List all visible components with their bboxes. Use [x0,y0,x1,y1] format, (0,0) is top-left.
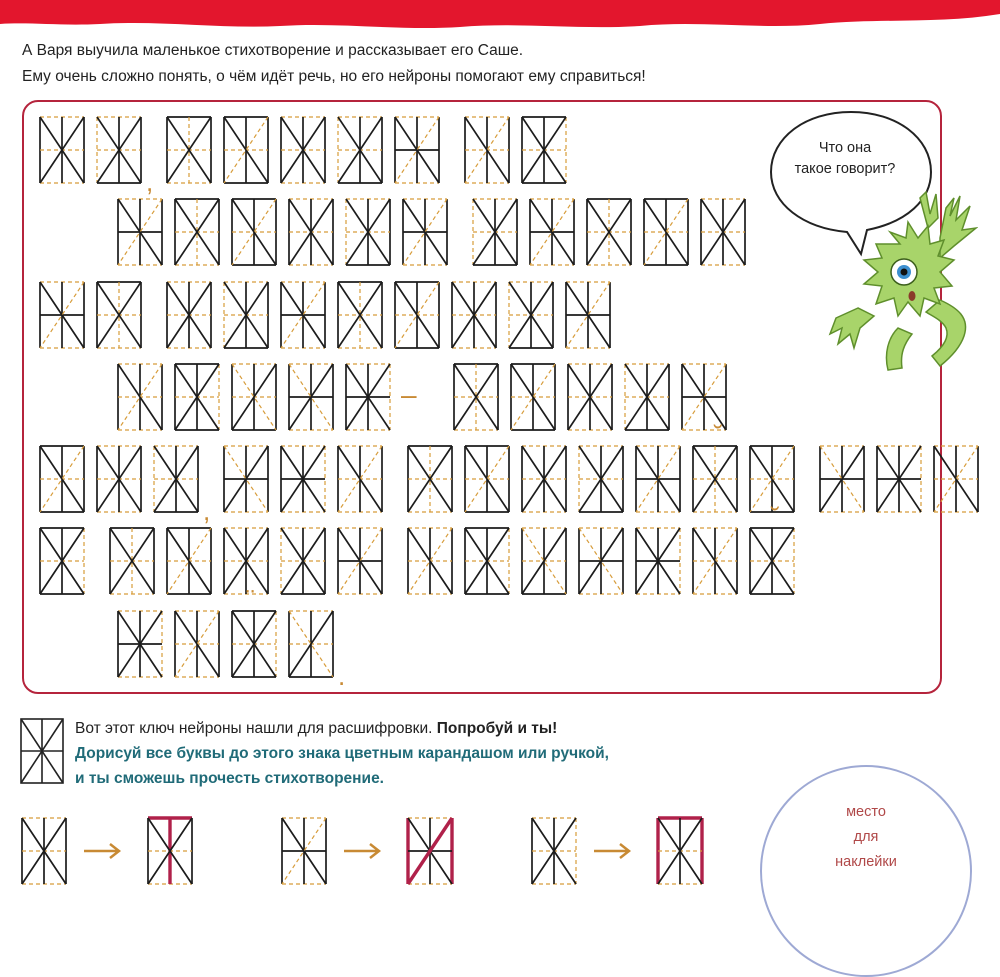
cipher-glyph [224,446,268,512]
decoding-examples [0,810,760,890]
cipher-glyph [338,528,382,594]
cipher-glyph [175,611,219,677]
sticker-line-1: место [846,804,886,820]
cipher-glyph [509,282,553,348]
speech-bubble-text [765,138,925,180]
cipher-glyph [346,199,390,265]
cipher-glyph [281,528,325,594]
arrow-icon [84,844,119,858]
cipher-glyph [224,282,268,348]
cipher-glyph [465,117,509,183]
cipher-glyph [167,282,211,348]
punctuation-mark: , [203,496,211,526]
cipher-glyph [701,199,745,265]
cipher-glyph [877,446,921,512]
cipher-glyph [338,282,382,348]
neuron-monster-illustration [828,188,978,373]
cipher-glyph [934,446,978,512]
cipher-glyph [625,364,669,430]
cipher-glyph [750,528,794,594]
cipher-glyph [465,446,509,512]
cipher-glyph [408,528,452,594]
cipher-glyph [40,528,84,594]
instruction-line-2: Дорисуй все буквы до этого знака цветным карандашом или ручкой, [75,745,609,762]
example-result-glyph-Л [408,818,452,884]
instruction-line-1-bold: Попробуй и ты! [436,720,558,737]
cipher-glyph [693,446,737,512]
sticker-line-3: наклейки [835,854,897,870]
cipher-glyph [395,282,439,348]
cipher-glyph [175,364,219,430]
cipher-glyph [568,364,612,430]
cipher-glyph [636,446,680,512]
diacritic-mark: ¨ [246,584,255,614]
cipher-glyph [566,282,610,348]
cipher-glyph [232,364,276,430]
cipher-glyph [452,282,496,348]
cipher-glyph [511,364,555,430]
instruction-text [75,716,609,791]
cipher-glyph [154,446,198,512]
cipher-glyph [403,199,447,265]
cipher-glyph [820,446,864,512]
cipher-glyph [167,528,211,594]
speech-line-2: такое говорит? [794,161,896,177]
cipher-glyph [289,199,333,265]
cipher-glyph [289,364,333,430]
sticker-placeholder-text [760,800,972,875]
diacritic-mark: ˘ [714,420,723,450]
cipher-glyph [118,364,162,430]
instruction-line-1 [75,716,609,741]
sticker-line-2: для [853,829,879,845]
cipher-glyph [338,446,382,512]
cipher-glyph [346,364,390,430]
cipher-glyph [530,199,574,265]
cipher-glyph [40,446,84,512]
cipher-glyph [97,117,141,183]
cipher-glyph [97,446,141,512]
punctuation-mark: – [401,379,417,410]
cipher-glyph [167,117,211,183]
cipher-key-glyph [20,718,64,784]
cipher-glyph [232,611,276,677]
cipher-glyph [289,611,333,677]
cipher-glyph [454,364,498,430]
cipher-glyph [40,282,84,348]
cipher-glyph [110,528,154,594]
cipher-glyph [395,117,439,183]
cipher-glyph [175,199,219,265]
cipher-glyph [522,446,566,512]
arrow-icon [344,844,379,858]
cipher-glyph [579,446,623,512]
punctuation-mark: , [146,167,154,197]
cipher-glyph [522,117,566,183]
cipher-glyph [587,199,631,265]
cipher-glyph [644,199,688,265]
arrow-icon [594,844,629,858]
cipher-glyph [338,117,382,183]
instruction-line-3: и ты сможешь прочесть стихотворение. [75,770,384,787]
cipher-glyph [522,528,566,594]
intro-line-1: А Варя выучила маленькое стихотворение и рассказывает его Саше. [22,42,524,59]
punctuation-mark: . [338,661,346,691]
cipher-glyph [118,199,162,265]
example-source-glyph [532,818,576,884]
cipher-glyph [465,528,509,594]
example-source-glyph [22,818,66,884]
cipher-glyph [636,528,680,594]
instruction-line-1-start: Вот этот ключ нейроны нашли для расшифровки. [75,720,437,737]
example-source-glyph [282,818,326,884]
cipher-glyph [40,117,84,183]
cipher-glyph [281,446,325,512]
cipher-glyph [473,199,517,265]
cipher-glyph [281,117,325,183]
cipher-glyph [281,282,325,348]
cipher-glyph [232,199,276,265]
cipher-glyph [224,117,268,183]
speech-line-1: Что она [818,140,872,156]
cipher-glyph [579,528,623,594]
example-result-glyph-Т [148,818,192,884]
cipher-glyph [97,282,141,348]
cipher-glyph [118,611,162,677]
cipher-glyph [408,446,452,512]
diacritic-mark: ˘ [771,502,780,532]
example-result-glyph-П [658,818,702,884]
cipher-glyph [693,528,737,594]
monster-mouth [909,291,916,301]
intro-line-2: Ему очень сложно понять, о чём идёт речь, но его нейроны помогают ему справиться! [22,68,646,85]
